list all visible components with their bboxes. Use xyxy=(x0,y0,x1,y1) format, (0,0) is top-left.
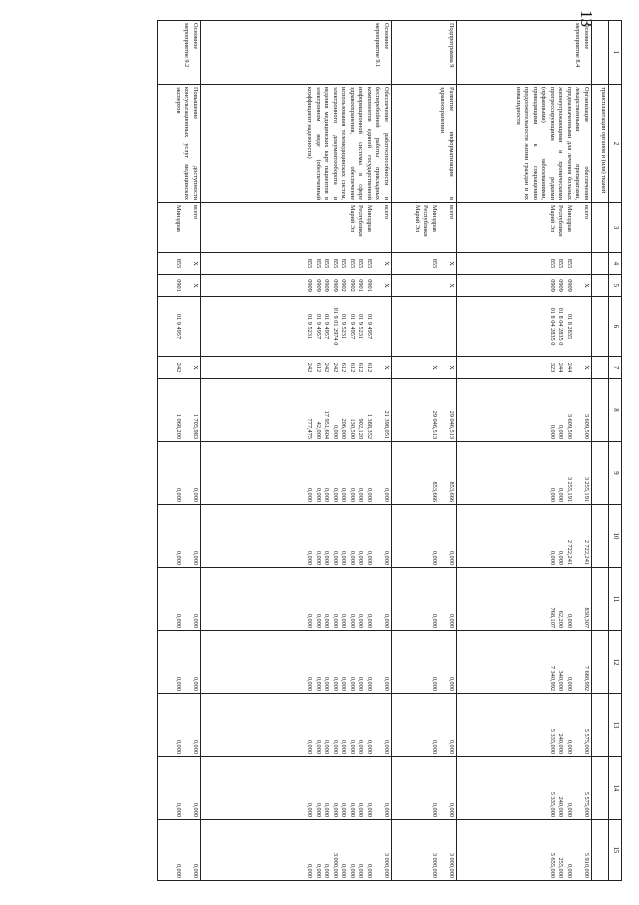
column-number-14: 14 xyxy=(609,757,622,820)
column-number-8: 8 xyxy=(609,379,622,442)
row-value: 3 255,191 3 255,191 0,000 0,000 xyxy=(457,442,592,505)
row-value: 853,666 853,666 xyxy=(392,442,457,505)
column-number-13: 13 xyxy=(609,694,622,757)
row-csr: 01 9 4957 01 9 5231 01 9 4957 01 9 5231 01 9 01 2974 0 01 9 4957 01 9 4957 01 9 5231 xyxy=(201,297,392,357)
row-executor: всего Минздрав Республики Марий Эл xyxy=(201,203,392,253)
row-value xyxy=(592,631,609,694)
row-value: 2 722,241 2 722,241 0,000 0,000 xyxy=(457,505,592,568)
row-value: 0,000 0,000 0,000 0,000 0,000 0,000 0,000 0,000 0,000 xyxy=(201,631,392,694)
budget-table xyxy=(157,20,622,881)
row-rzpr: Х 0901 xyxy=(158,275,201,297)
table-row xyxy=(392,21,457,881)
row-vr xyxy=(592,357,609,379)
column-number-12: 12 xyxy=(609,631,622,694)
row-grbs: Х 855 xyxy=(392,253,457,275)
row-name xyxy=(592,21,609,85)
row-grbs: Х 855 855 855 855 855 855 855 855 xyxy=(201,253,392,275)
row-value: 0,000 0,000 xyxy=(392,631,457,694)
row-name: Основное мероприятие 9.1 xyxy=(201,21,392,85)
column-number-2: 2 xyxy=(609,85,622,203)
row-value: 0,000 0,000 xyxy=(392,694,457,757)
row-value: 0,000 0,000 xyxy=(158,568,201,631)
row-grbs: 855 855 855 xyxy=(457,253,592,275)
column-number-10: 10 xyxy=(609,505,622,568)
row-executor xyxy=(592,203,609,253)
table-row xyxy=(592,21,609,881)
column-number-15: 15 xyxy=(609,820,622,881)
row-value: 29 046,513 29 046,513 xyxy=(392,379,457,442)
row-vr: Х Х xyxy=(392,357,457,379)
row-value: 0,000 0,000 0,000 0,000 0,000 0,000 0,000 0,000 0,000 xyxy=(201,442,392,505)
row-description: Организация обеспечения лекарственными препаратами, предназначенными для лечения больных жизнеугрожающими и хроническими прогрессирующими редкими (орфанными) заболеваниями, приводящими к сокращению продолжительности жизни граждан и их инвалидности xyxy=(457,85,592,203)
row-value: 0,000 0,000 xyxy=(392,505,457,568)
row-vr: Х 612 612 612 612 242 242 612 242 xyxy=(201,357,392,379)
row-value: 0,000 0,000 0,000 0,000 0,000 0,000 0,000 0,000 0,000 xyxy=(201,568,392,631)
row-value: 0,000 0,000 0,000 0,000 0,000 0,000 0,000 0,000 0,000 xyxy=(201,757,392,820)
row-value xyxy=(592,505,609,568)
row-value: 3 609,500 3 609,500 0,000 0,000 xyxy=(457,379,592,442)
column-number-6: 6 xyxy=(609,297,622,357)
row-csr xyxy=(592,297,609,357)
column-number-7: 7 xyxy=(609,357,622,379)
row-description: трансплантации органов и (или) тканей xyxy=(592,85,609,203)
row-value: 7 680,992 0,000 340,000 7 340,992 xyxy=(457,631,592,694)
column-number-11: 11 xyxy=(609,568,622,631)
page-number: 13 xyxy=(577,10,596,27)
column-number-1: 1 xyxy=(609,21,622,85)
row-grbs xyxy=(592,253,609,275)
row-value: 1 705,983 1 068,200 xyxy=(158,379,201,442)
table-row xyxy=(158,21,201,881)
row-value: 5 575,000 0,000 240,000 5 335,000 xyxy=(457,694,592,757)
row-rzpr: Х 0909 0909 0909 xyxy=(457,275,592,297)
row-value: 3 000,000 3 000,000 xyxy=(392,820,457,881)
column-number-9: 9 xyxy=(609,442,622,505)
table-row xyxy=(457,21,592,881)
row-rzpr: Х 0901 0901 0902 0902 0909 0909 0909 0909 xyxy=(201,275,392,297)
row-value: 0,000 0,000 0,000 0,000 0,000 0,000 0,000 0,000 0,000 xyxy=(201,694,392,757)
row-executor: всего Минздрав xyxy=(158,203,201,253)
row-value xyxy=(592,442,609,505)
row-value: 0,000 0,000 xyxy=(158,442,201,505)
row-rzpr: Х xyxy=(392,275,457,297)
row-csr: 01 8 2835 01 8 04 2835 0 01 8 04 2835 0 xyxy=(457,297,592,357)
row-rzpr xyxy=(592,275,609,297)
row-value xyxy=(592,757,609,820)
row-name: Основное мероприятие 8.4 xyxy=(457,21,592,85)
row-value: 0,000 0,000 0,000 0,000 0,000 0,000 0,000 0,000 0,000 xyxy=(201,505,392,568)
header-row xyxy=(609,21,622,881)
table-row xyxy=(201,21,392,881)
column-number-4: 4 xyxy=(609,253,622,275)
row-value: 21 398,051 1 388,352 902,120 130,500 206,000 0,000 17 951,604 42,000 777,475 xyxy=(201,379,392,442)
row-description: Развитие информатизации в здравоохранении xyxy=(392,85,457,203)
row-value: 0,000 0,000 xyxy=(158,694,201,757)
row-name: Основное мероприятие 9.2 xyxy=(158,21,201,85)
row-value: 0,000 0,000 xyxy=(392,757,457,820)
row-value: 0,000 0,000 xyxy=(158,505,201,568)
row-value: 3 000,000 0,000 0,000 0,000 0,000 3 000,000 0,000 0,000 0,000 xyxy=(201,820,392,881)
row-value xyxy=(592,694,609,757)
column-number-5: 5 xyxy=(609,275,622,297)
row-value: 0,000 0,000 xyxy=(158,631,201,694)
row-grbs: Х 855 xyxy=(158,253,201,275)
row-vr: Х 244 244 323 xyxy=(457,357,592,379)
row-value: 5 910,000 0,000 255,000 5 655,000 xyxy=(457,820,592,881)
row-name: Подпрограмма 9 xyxy=(392,21,457,85)
row-value: 0,000 0,000 xyxy=(392,568,457,631)
row-value xyxy=(592,568,609,631)
row-value: 5 575,000 0,000 240,000 5 335,000 xyxy=(457,757,592,820)
row-vr: Х 242 xyxy=(158,357,201,379)
row-value xyxy=(592,379,609,442)
row-csr: 01 9 4957 xyxy=(158,297,201,357)
row-csr xyxy=(392,297,457,357)
row-executor: всего Минздрав Республики Марий Эл xyxy=(392,203,457,253)
row-value: 0,000 0,000 xyxy=(158,757,201,820)
rotated-page xyxy=(106,20,622,880)
row-value: 830,307 0,000 62,200 768,107 xyxy=(457,568,592,631)
row-value xyxy=(592,820,609,881)
column-number-3: 3 xyxy=(609,203,622,253)
row-value: 0,000 0,000 xyxy=(158,820,201,881)
row-description: Повышение доступности консультационных услуг медицинских экспертов xyxy=(158,85,201,203)
row-description: Обеспечение работоспособности и бесперебойной работы прикладных компонентов единой государственной информационной системы в сфере здравоохранения, обеспечение использования телемедицинских систем, электронного документооборота и ведения медицинских карт пациентов в электронном виде (обеспеченный коэффициент надежности) xyxy=(201,85,392,203)
row-executor: всего Минздрав Республики Марий Эл xyxy=(457,203,592,253)
